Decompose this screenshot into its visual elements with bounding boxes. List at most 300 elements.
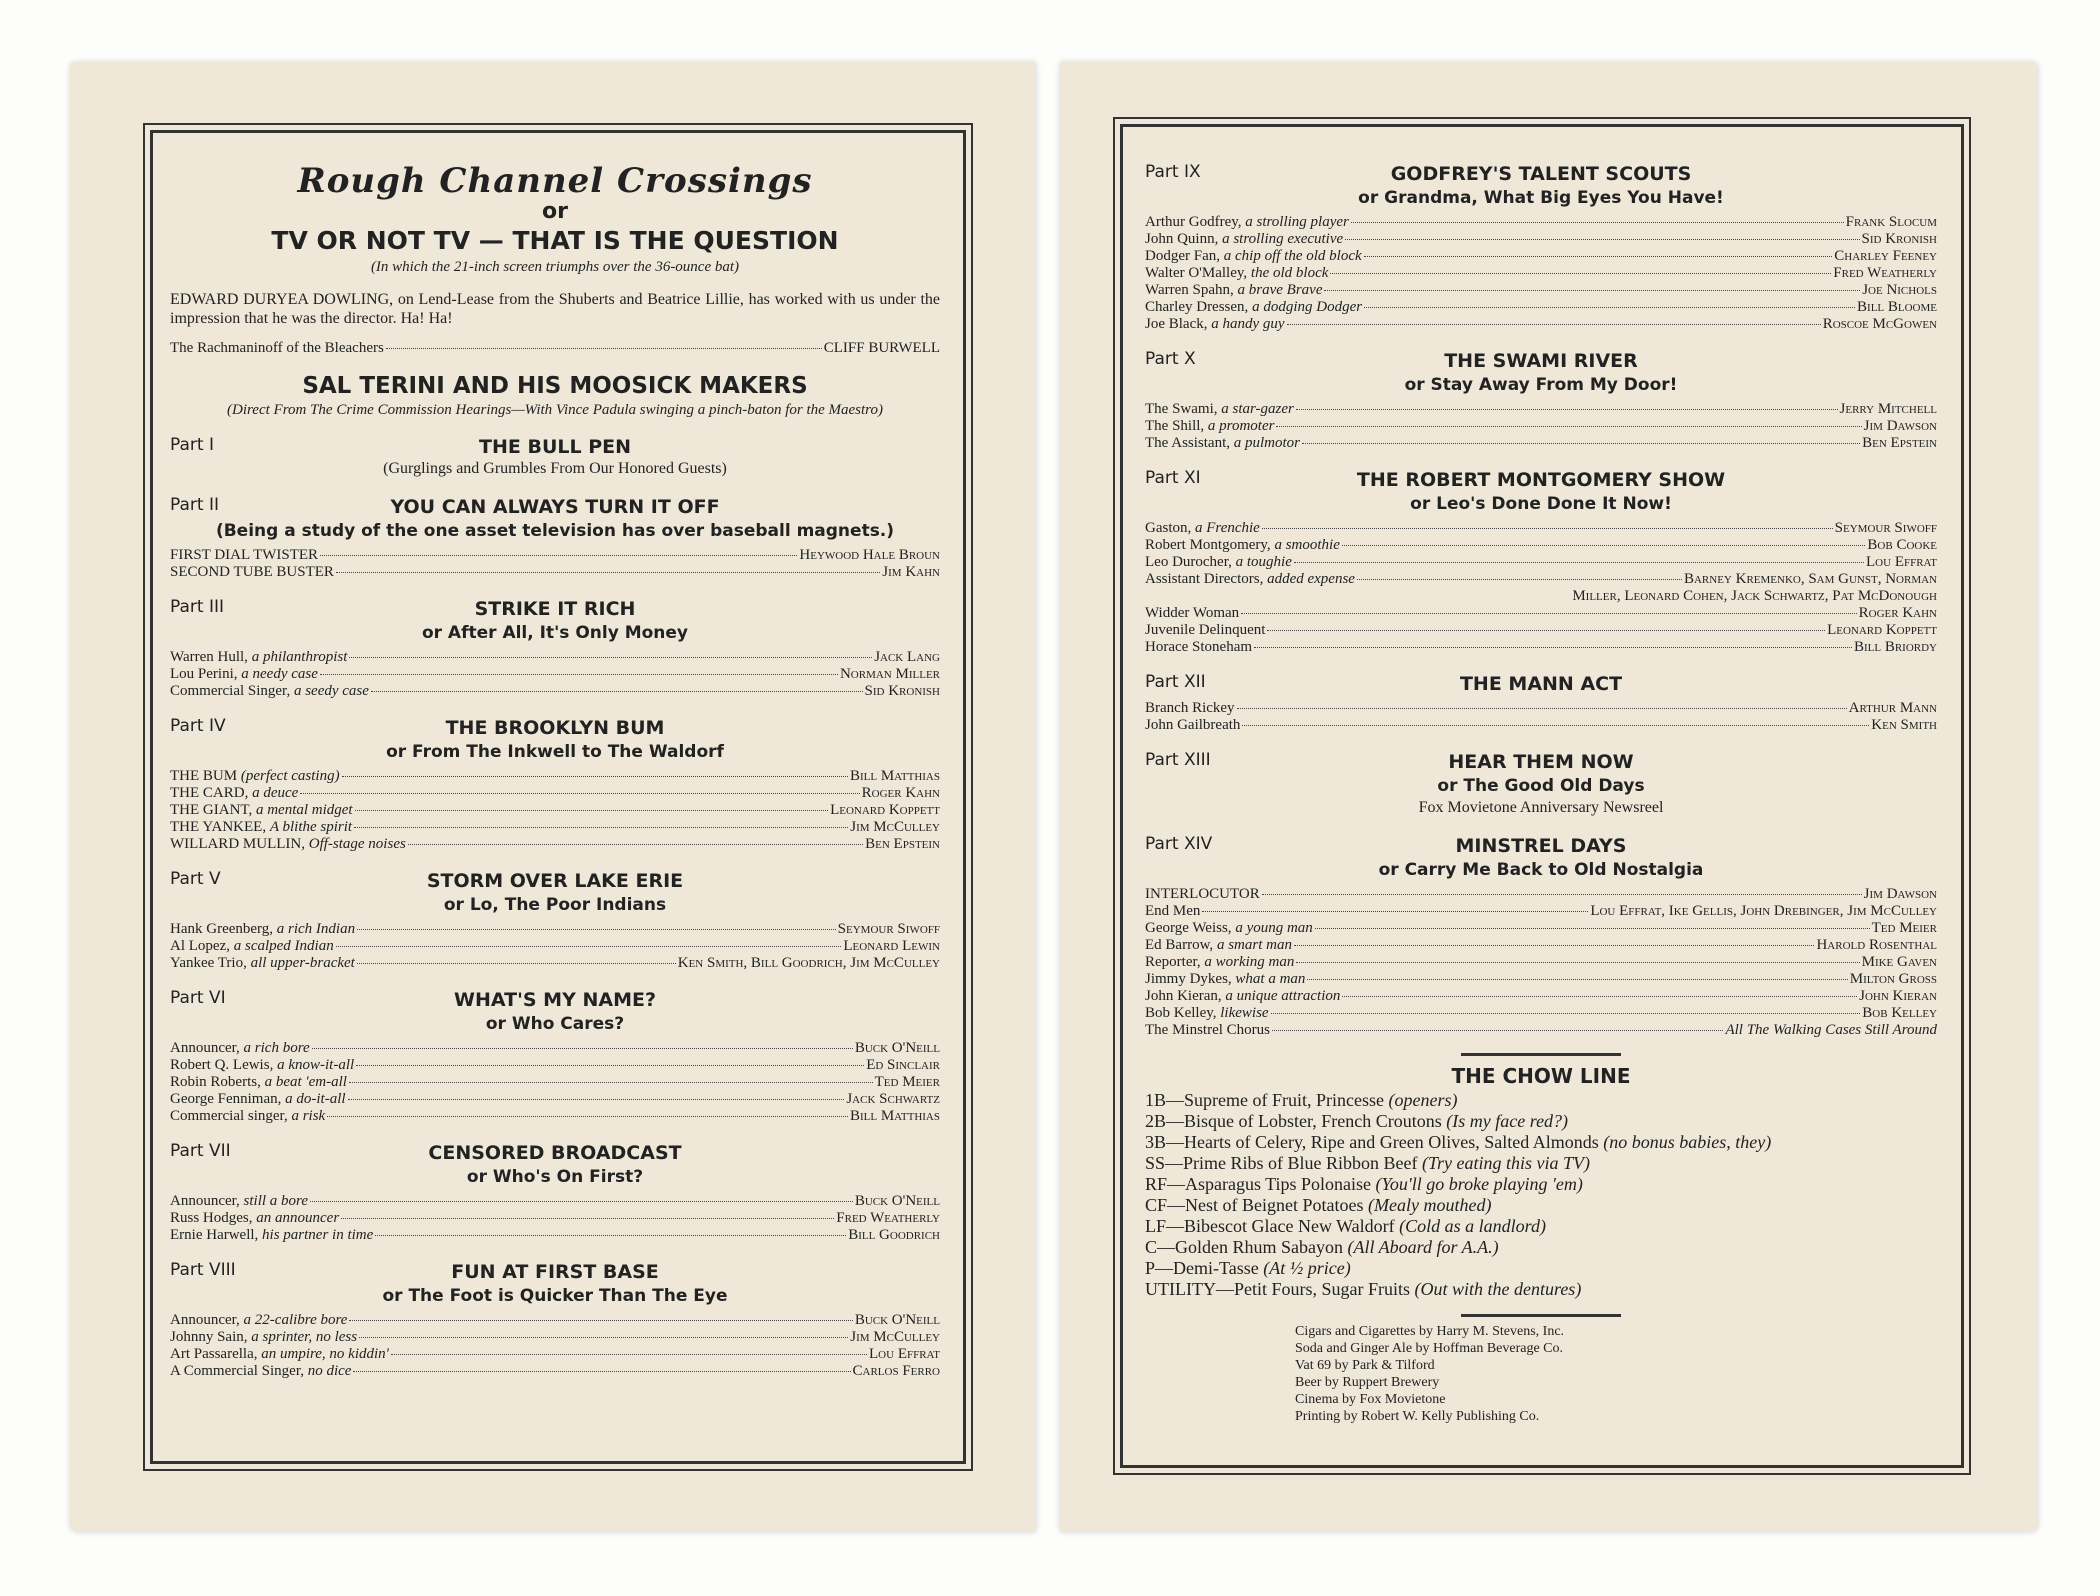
cast-actor: Jim Kahn — [882, 564, 940, 580]
cast-role-desc: a smoothie — [1274, 537, 1340, 553]
cast-role-name: Commercial Singer, — [170, 683, 294, 699]
part-title: THE ROBERT MONTGOMERY SHOW — [1356, 469, 1726, 491]
cast-role-desc: a seedy case — [293, 683, 369, 699]
band-heading: SAL TERINI AND HIS MOOSICK MAKERS — [302, 373, 808, 399]
cast-list — [170, 1040, 940, 1125]
menu-item — [1145, 1174, 1937, 1195]
cast-list — [1145, 214, 1937, 333]
cast-role-desc: a promoter — [1207, 418, 1275, 434]
part-title: MINSTREL DAYS — [1455, 835, 1627, 857]
part-section — [1145, 468, 1937, 656]
right-page — [1060, 62, 2038, 1532]
cast-row — [170, 819, 940, 836]
cast-role — [1145, 700, 1235, 717]
cast-role-name: Charley Dressen, — [1145, 299, 1253, 315]
cast-role-name: Gaston, — [1145, 520, 1195, 536]
cast-role — [1145, 622, 1265, 639]
credit-line: Beer by Ruppert Brewery — [1295, 1375, 1440, 1390]
dot-leader — [1237, 708, 1847, 709]
dot-leader — [408, 844, 863, 845]
part-label: Part X — [1145, 349, 1196, 369]
dot-leader — [375, 1235, 846, 1236]
cast-role — [1145, 299, 1362, 316]
cast-row — [1145, 639, 1937, 656]
left-parts-list — [170, 435, 940, 1380]
part-subtitle: or Leo's Done Done It Now! — [1410, 494, 1672, 514]
part-label: Part IV — [170, 716, 226, 736]
cast-role — [1145, 401, 1294, 418]
cast-role-desc: a Frenchie — [1195, 520, 1260, 536]
cast-role-name: Robert Q. Lewis, — [170, 1057, 278, 1073]
right-parts-list — [1145, 162, 1937, 1039]
cast-role-desc: likewise — [1220, 1005, 1269, 1021]
right-content — [1145, 162, 1937, 1425]
credit-line: Printing by Robert W. Kelly Publishing Co. — [1295, 1409, 1540, 1424]
cast-role-desc: a star-gazer — [1221, 401, 1294, 417]
dot-leader — [1294, 562, 1864, 563]
cast-role-name: John Gailbreath — [1145, 717, 1241, 733]
cast-role-desc: a rich Indian — [276, 921, 356, 937]
cast-role-name: George Weiss, — [1145, 920, 1236, 936]
part-title: HEAR THEM NOW — [1448, 751, 1634, 773]
part-label: Part I — [170, 435, 214, 455]
dot-leader — [356, 1065, 864, 1066]
cast-actor: Leonard Lewin — [843, 938, 940, 954]
cast-role-name: Leo Durocher, — [1145, 554, 1236, 570]
cast-role — [170, 1227, 373, 1244]
cast-row — [1145, 622, 1937, 639]
cast-role-name: Al Lopez, — [170, 938, 234, 954]
menu-item-name: RF—Asparagus Tips Polonaise — [1145, 1174, 1376, 1194]
cast-actor: Jim McCulley — [850, 819, 940, 835]
part-label: Part III — [170, 597, 225, 617]
cast-row — [1145, 1022, 1937, 1039]
cast-role — [170, 1363, 351, 1380]
menu-item-quip: (Mealy mouthed) — [1368, 1195, 1492, 1215]
part-title: THE SWAMI RIVER — [1444, 350, 1638, 372]
cast-actor: Mike Gaven — [1861, 954, 1937, 970]
part-subtitle: or The Good Old Days — [1437, 776, 1645, 796]
cast-role-name: Assistant Directors, — [1145, 571, 1268, 587]
cast-list — [170, 921, 940, 972]
cast-role-name: Arthur Godfrey, — [1145, 214, 1246, 230]
cast-row — [170, 938, 940, 955]
menu-list — [1145, 1090, 1937, 1300]
cast-role — [1145, 886, 1260, 903]
cast-role-desc: a strolling player — [1245, 214, 1349, 230]
cast-role-name: Robert Montgomery, — [1145, 537, 1275, 553]
cast-row — [170, 683, 940, 700]
dot-leader — [1302, 443, 1860, 444]
cast-role-name: John Kieran, — [1145, 988, 1226, 1004]
cast-row — [1145, 282, 1937, 299]
cast-role-name: Jimmy Dykes, — [1145, 971, 1236, 987]
dot-leader — [1267, 630, 1825, 631]
cast-role-name: FIRST DIAL TWISTER — [170, 547, 319, 563]
cast-role — [170, 1057, 354, 1074]
cast-actor: Roger Kahn — [861, 785, 940, 801]
part-section — [170, 495, 940, 581]
dot-leader — [1342, 996, 1857, 997]
cast-actor: Bill Matthias — [849, 768, 940, 784]
menu-item — [1145, 1132, 1937, 1153]
cast-actor: Bill Goodrich — [848, 1227, 940, 1243]
cast-role — [1145, 520, 1260, 537]
cast-actor: Seymour Siwoff — [1834, 520, 1937, 536]
menu-item-name: UTILITY—Petit Fours, Sugar Fruits — [1145, 1279, 1415, 1299]
cast-role — [1145, 231, 1343, 248]
cast-role-name: Ernie Harwell, — [170, 1227, 263, 1243]
dot-leader — [349, 1320, 852, 1321]
part-section — [1145, 349, 1937, 452]
dot-leader — [1262, 528, 1833, 529]
cast-role — [1145, 316, 1285, 333]
cast-role-name: THE GIANT, — [170, 802, 256, 818]
cast-role-name: Dodger Fan, — [1145, 248, 1224, 264]
cast-role — [1145, 282, 1322, 299]
cast-row — [170, 547, 940, 564]
cast-row — [1145, 903, 1937, 920]
cast-actor: Bill Matthias — [849, 1108, 940, 1124]
cast-actor: Heywood Hale Broun — [799, 547, 940, 563]
cast-role-desc: a philanthropist — [251, 649, 348, 665]
cast-actor: Ken Smith — [1871, 717, 1937, 733]
dot-leader — [1315, 928, 1870, 929]
menu-item-name: 1B—Supreme of Fruit, Princesse — [1145, 1090, 1389, 1110]
cast-role-desc: a do-it-all — [285, 1091, 346, 1107]
credit-line: Cigars and Cigarettes by Harry M. Stevens, Inc. — [1295, 1324, 1565, 1339]
program-title: Rough Channel Crossings — [297, 161, 813, 201]
part-label: Part IX — [1145, 162, 1201, 182]
menu-item-name: P—Demi-Tasse — [1145, 1258, 1264, 1278]
cast-role — [170, 649, 347, 666]
cast-role-name: Bob Kelley, — [1145, 1005, 1221, 1021]
menu-item-quip: (Cold as a landlord) — [1399, 1216, 1546, 1236]
credit-line: Vat 69 by Park & Tilford — [1295, 1358, 1435, 1373]
cast-role-desc: a unique attraction — [1225, 988, 1341, 1004]
part-title: YOU CAN ALWAYS TURN IT OFF — [390, 496, 720, 518]
part-section — [1145, 834, 1937, 1039]
cast-role-name: Announcer, — [170, 1040, 244, 1056]
cast-role-name: George Fenniman, — [170, 1091, 286, 1107]
cast-row — [170, 836, 940, 853]
cast-role-desc: his partner in time — [262, 1227, 374, 1243]
cast-role — [170, 955, 355, 972]
cast-actor: Jim Dawson — [1863, 886, 1937, 902]
cast-role-desc: a rich bore — [243, 1040, 310, 1056]
cast-role-name: John Quinn, — [1145, 231, 1223, 247]
dot-leader — [1330, 273, 1831, 274]
chow-rule-top — [1461, 1053, 1621, 1056]
left-content — [170, 162, 940, 1380]
cast-role-desc: all upper-bracket — [250, 955, 355, 971]
cast-role-desc: a deuce — [252, 785, 299, 801]
dot-leader — [1262, 894, 1862, 895]
cast-row — [1145, 717, 1937, 734]
cast-row — [1145, 418, 1937, 435]
cast-row — [1145, 265, 1937, 282]
part-note: Fox Movietone Anniversary Newsreel — [1418, 799, 1664, 816]
menu-item — [1145, 1279, 1937, 1300]
cast-actor: Sid Kronish — [1861, 231, 1937, 247]
cast-role-desc: what a man — [1235, 971, 1306, 987]
part-subtitle: or After All, It's Only Money — [421, 623, 689, 643]
dot-leader — [312, 1048, 853, 1049]
headline: TV OR NOT TV — THAT IS THE QUESTION — [271, 226, 839, 255]
menu-item-quip: (no bonus babies, they) — [1603, 1132, 1772, 1152]
dot-leader — [1364, 307, 1855, 308]
cast-actor: Roscoe McGowen — [1822, 316, 1937, 332]
cast-row — [1145, 435, 1937, 452]
cast-role — [1145, 1022, 1270, 1039]
cast-role-name: Reporter, — [1145, 954, 1205, 970]
cast-role-name: A Commercial Singer, — [170, 1363, 308, 1379]
part-subtitle: or The Foot is Quicker Than The Eye — [382, 1286, 728, 1306]
dot-leader — [320, 674, 838, 675]
cast-actor: Carlos Ferro — [852, 1363, 940, 1379]
part-section — [170, 1141, 940, 1244]
cast-role-name: Hank Greenberg, — [170, 921, 277, 937]
cast-actor: Frank Slocum — [1845, 214, 1937, 230]
cast-row — [170, 1040, 940, 1057]
part-subtitle: or Carry Me Back to Old Nostalgia — [1378, 860, 1704, 880]
cast-role — [1145, 435, 1300, 452]
cast-role-name: WILLARD MULLIN, — [170, 836, 309, 852]
part-title: CENSORED BROADCAST — [428, 1142, 682, 1164]
cast-role-desc: A blithe spirit — [269, 819, 353, 835]
part-section — [170, 435, 940, 479]
cast-role-desc: a brave Brave — [1237, 282, 1323, 298]
cast-actor: Harold Rosenthal — [1816, 937, 1937, 953]
dot-leader — [1271, 1013, 1861, 1014]
dot-leader — [1241, 613, 1856, 614]
cast-actor: Arthur Mann — [1848, 700, 1937, 716]
cast-role — [170, 1108, 325, 1125]
cast-row — [170, 1108, 940, 1125]
cast-role — [170, 836, 406, 853]
part-section — [1145, 672, 1937, 734]
part-label: Part XIV — [1145, 834, 1213, 854]
dot-leader — [1364, 256, 1833, 257]
dot-leader — [349, 657, 872, 658]
cast-actor: Buck O'Neill — [854, 1040, 940, 1056]
cast-actor: Ed Sinclair — [866, 1057, 940, 1073]
cast-actor: Buck O'Neill — [854, 1312, 940, 1328]
cast-row — [170, 1193, 940, 1210]
menu-item-quip: (Out with the dentures) — [1414, 1279, 1582, 1299]
intro-paragraph — [170, 290, 940, 328]
part-title: WHAT'S MY NAME? — [454, 989, 656, 1011]
dot-leader — [391, 1354, 867, 1355]
dot-leader — [1294, 945, 1815, 946]
intro-name: EDWARD DURYEA DOWLING, — [170, 291, 394, 308]
cast-role — [170, 1210, 339, 1227]
cast-role-desc: a dodging Dodger — [1252, 299, 1363, 315]
dot-leader — [1296, 962, 1859, 963]
cast-row — [1145, 248, 1937, 265]
part-subtitle: or Grandma, What Big Eyes You Have! — [1358, 188, 1724, 208]
menu-item-name: C—Golden Rhum Sabayon — [1145, 1237, 1348, 1257]
cast-row — [170, 1074, 940, 1091]
dot-leader — [349, 1082, 873, 1083]
cast-role — [1145, 214, 1349, 231]
cast-role-desc: an umpire, no kiddin' — [261, 1346, 389, 1362]
cast-role-desc: added expense — [1267, 571, 1355, 587]
cast-row — [170, 666, 940, 683]
cast-row — [1145, 971, 1937, 988]
menu-item-name: SS—Prime Ribs of Blue Ribbon Beef — [1145, 1153, 1423, 1173]
dot-leader — [359, 1337, 848, 1338]
menu-item-quip: (Try eating this via TV) — [1422, 1153, 1591, 1173]
part-label: Part XII — [1145, 672, 1206, 692]
dot-leader — [1272, 1030, 1723, 1031]
cast-role — [1145, 248, 1362, 265]
cast-row — [170, 649, 940, 666]
cast-row — [170, 1346, 940, 1363]
cast-list — [170, 649, 940, 700]
cast-role-name: Yankee Trio, — [170, 955, 251, 971]
cast-row — [170, 802, 940, 819]
cast-role — [1145, 954, 1294, 971]
cast-role-desc: Off-stage noises — [308, 836, 406, 852]
cast-actor: Charley Feeney — [1834, 248, 1937, 264]
cast-role — [170, 1346, 389, 1363]
title-or: or — [542, 199, 568, 224]
cast-role-name: Ed Barrow, — [1145, 937, 1217, 953]
part-section — [170, 1260, 940, 1380]
cast-actor: Sid Kronish — [864, 683, 940, 699]
dot-leader — [341, 1218, 834, 1219]
part-subtitle: or Who's On First? — [466, 1167, 644, 1187]
cast-row — [170, 564, 940, 581]
cast-role-name: The Shill, — [1145, 418, 1208, 434]
credit-line: Soda and Ginger Ale by Hoffman Beverage Co. — [1295, 1341, 1564, 1356]
cast-role — [1145, 717, 1240, 734]
cast-list — [170, 1312, 940, 1380]
cast-role — [170, 1329, 357, 1346]
cast-actor: Jack Lang — [874, 649, 940, 665]
cast-row — [1145, 920, 1937, 937]
cast-role — [1145, 903, 1200, 920]
cast-actor: Ken Smith, Bill Goodrich, Jim McCulley — [677, 955, 940, 971]
cast-actor: Jack Schwartz — [846, 1091, 940, 1107]
cast-row — [1145, 537, 1937, 554]
cast-role-name: Johnny Sain, — [170, 1329, 252, 1345]
cast-role-name: Walter O'Malley, — [1145, 265, 1251, 281]
cast-role — [170, 802, 353, 819]
cast-role — [1145, 554, 1292, 571]
cast-role-desc: (perfect casting) — [240, 768, 340, 784]
cast-actor: Lou Effrat — [869, 1346, 940, 1362]
cast-row — [1145, 554, 1937, 571]
part-title: THE BULL PEN — [479, 436, 631, 458]
part-label: Part XI — [1145, 468, 1201, 488]
dot-leader — [1254, 647, 1852, 648]
menu-item-quip: (openers) — [1388, 1090, 1458, 1110]
dot-leader — [1324, 290, 1860, 291]
cast-role-desc: no dice — [307, 1363, 352, 1379]
menu-item — [1145, 1258, 1937, 1279]
cast-role-name: SECOND TUBE BUSTER — [170, 564, 334, 580]
cast-role — [170, 785, 298, 802]
cast-role-name: INTERLOCUTOR — [1145, 886, 1260, 902]
part-section — [170, 869, 940, 972]
cast-role-desc: a risk — [291, 1108, 326, 1124]
menu-item-quip: (Is my face red?) — [1446, 1111, 1569, 1131]
cast-row — [170, 1057, 940, 1074]
menu-item-name: CF—Nest of Beignet Potatoes — [1145, 1195, 1368, 1215]
dot-leader — [353, 1371, 850, 1372]
cast-role — [1145, 988, 1340, 1005]
menu-item-name: 3B—Hearts of Celery, Ripe and Green Olives, Salted Almonds — [1145, 1132, 1604, 1152]
chow-heading: THE CHOW LINE — [1451, 1064, 1631, 1088]
cast-role-name: Commercial singer, — [170, 1108, 292, 1124]
cast-list — [170, 768, 940, 853]
dot-leader — [1202, 911, 1588, 912]
cast-role-name: Russ Hodges, — [170, 1210, 257, 1226]
dot-leader — [1345, 239, 1859, 240]
cast-list — [1145, 401, 1937, 452]
cast-row — [1145, 299, 1937, 316]
cast-actor: Ted Meier — [874, 1074, 940, 1090]
cast-role-desc: a know-it-all — [277, 1057, 355, 1073]
menu-item — [1145, 1090, 1937, 1111]
part-title: STRIKE IT RICH — [474, 598, 636, 620]
cast-role-name: Robin Roberts, — [170, 1074, 265, 1090]
dot-leader — [300, 793, 859, 794]
dot-leader — [1287, 324, 1821, 325]
cast-role — [170, 768, 340, 785]
dot-leader — [357, 929, 836, 930]
cast-role-desc: a sprinter, no less — [251, 1329, 358, 1345]
left-page — [70, 62, 1036, 1532]
cast-row — [1145, 571, 1937, 588]
cast-actor: Leonard Koppett — [830, 802, 940, 818]
cast-role-desc: a smart man — [1216, 937, 1292, 953]
cast-row — [1145, 937, 1937, 954]
cast-row — [170, 1210, 940, 1227]
rach-row — [170, 340, 940, 357]
cast-row — [170, 768, 940, 785]
cast-actor: Jerry Mitchell — [1839, 401, 1937, 417]
cast-role-desc: a needy case — [241, 666, 318, 682]
dot-leader — [320, 555, 797, 556]
cast-actor: Barney Kremenko, Sam Gunst, Norman — [1683, 571, 1937, 587]
dot-leader — [1351, 222, 1844, 223]
cast-list — [1145, 520, 1937, 656]
cast-actor: Bill Bloome — [1857, 299, 1937, 315]
cast-role-name: THE CARD, — [170, 785, 253, 801]
part-section — [1145, 750, 1937, 818]
cast-row — [170, 1227, 940, 1244]
cast-role-name: End Men — [1145, 903, 1201, 919]
cast-row — [170, 1091, 940, 1108]
cast-role-desc: a pulmotor — [1233, 435, 1301, 451]
dot-leader — [1242, 725, 1869, 726]
part-subtitle: or Lo, The Poor Indians — [443, 895, 667, 915]
cast-actor: Milton Gross — [1849, 971, 1937, 987]
cast-actor: Ted Meier — [1871, 920, 1937, 936]
dot-leader — [1296, 409, 1838, 410]
part-section — [1145, 162, 1937, 333]
part-title: THE MANN ACT — [1459, 673, 1623, 695]
intro-text: on Lend-Lease from the Shuberts and Beatrice Lillie, has worked with us under the impression that he was the director. Ha! Ha! — [170, 291, 940, 327]
cast-role — [170, 666, 318, 683]
cast-role — [170, 1312, 347, 1329]
cast-actor: Seymour Siwoff — [837, 921, 940, 937]
cast-actor: Norman Miller — [839, 666, 940, 682]
dot-leader — [371, 691, 863, 692]
